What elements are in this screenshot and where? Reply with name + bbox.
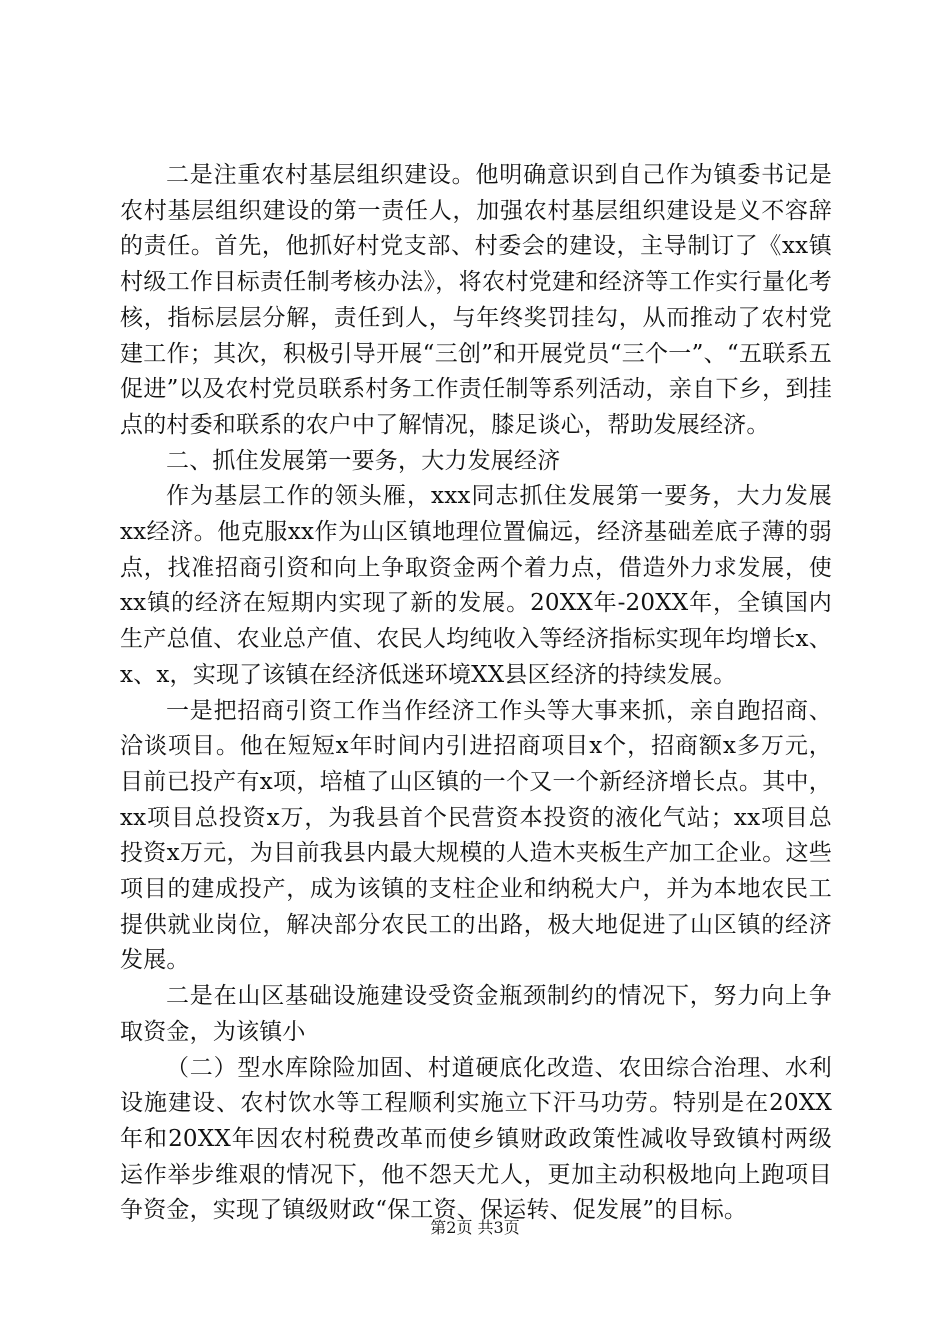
page-number: 第2页 共3页 (430, 1218, 520, 1237)
paragraph-rural-organization: 二是注重农村基层组织建设。他明确意识到自己作为镇委书记是农村基层组织建设的第一责任人，加强农村基层组织建设是义不容辞的责任。首先，他抓好村党支部、村委会的建设，主导制订了《xx镇村级工作目标责任制考核办法》，将农村党建和经济等工作实行量化考核，指标层层分解，责任到人，与年终奖罚挂勾，从而推动了农村党建工作；其次，积极引导开展“三创”和开展党员“三个一”、“五联系五促进”以及农村党员联系村务工作责任制等系列活动，亲自下乡，到挂点的村委和联系的农户中了解情况，膝足谈心，帮助发展经济。 (120, 162, 832, 438)
paragraph-investment-attraction: 一是把招商引资工作当作经济工作头等大事来抓，亲自跑招商、洽谈项目。他在短短x年时间内引进招商项目x个，招商额x多万元，目前已投产有x项，培植了山区镇的一个又一个新经济增长点。其中，xx项目总投资x万，为我县首个民营资本投资的液化气站；xx项目总投资x万元，为目前我县内最大规模的人造木夹板生产加工企业。这些项目的建成投产，成为该镇的支柱企业和纳税大户，并为本地农民工提供就业岗位，解决部分农民工的出路，极大地促进了山区镇的经济发展。 (120, 697, 832, 974)
section-heading-economy: 二、抓住发展第一要务，大力发展经济 (166, 447, 561, 474)
page-footer (0, 1218, 950, 1238)
paragraph-reservoir-projects: （二）型水库除险加固、村道硬底化改造、农田综合治理、水利设施建设、农村饮水等工程顺利实施立下汗马功劳。特别是在20XX年和20XX年因农村税费改革而使乡镇财政政策性减收导致镇村两级运作举步维艰的情况下，他不怨天尤人，更加主动积极地向上跑项目争资金，实现了镇级财政“保工资、保运转、促发展”的目标。 (120, 1054, 832, 1224)
paragraph-infrastructure-funding: 二是在山区基础设施建设受资金瓶颈制约的情况下，努力向上争取资金，为该镇小 (120, 983, 832, 1045)
paragraph-economic-development: 作为基层工作的领头雁，xxx同志抓住发展第一要务，大力发展xx经济。他克服xx作为山区镇地理位置偏远，经济基础差底子薄的弱点，找准招商引资和向上争取资金两个着力点，借造外力求发展，使xx镇的经济在短期内实现了新的发展。20XX年-20XX年，全镇国内生产总值、农业总产值、农民人均纯收入等经济指标实现年均增长x、x、x，实现了该镇在经济低迷环境XX县区经济的持续发展。 (120, 483, 832, 688)
document-body (120, 158, 832, 1229)
